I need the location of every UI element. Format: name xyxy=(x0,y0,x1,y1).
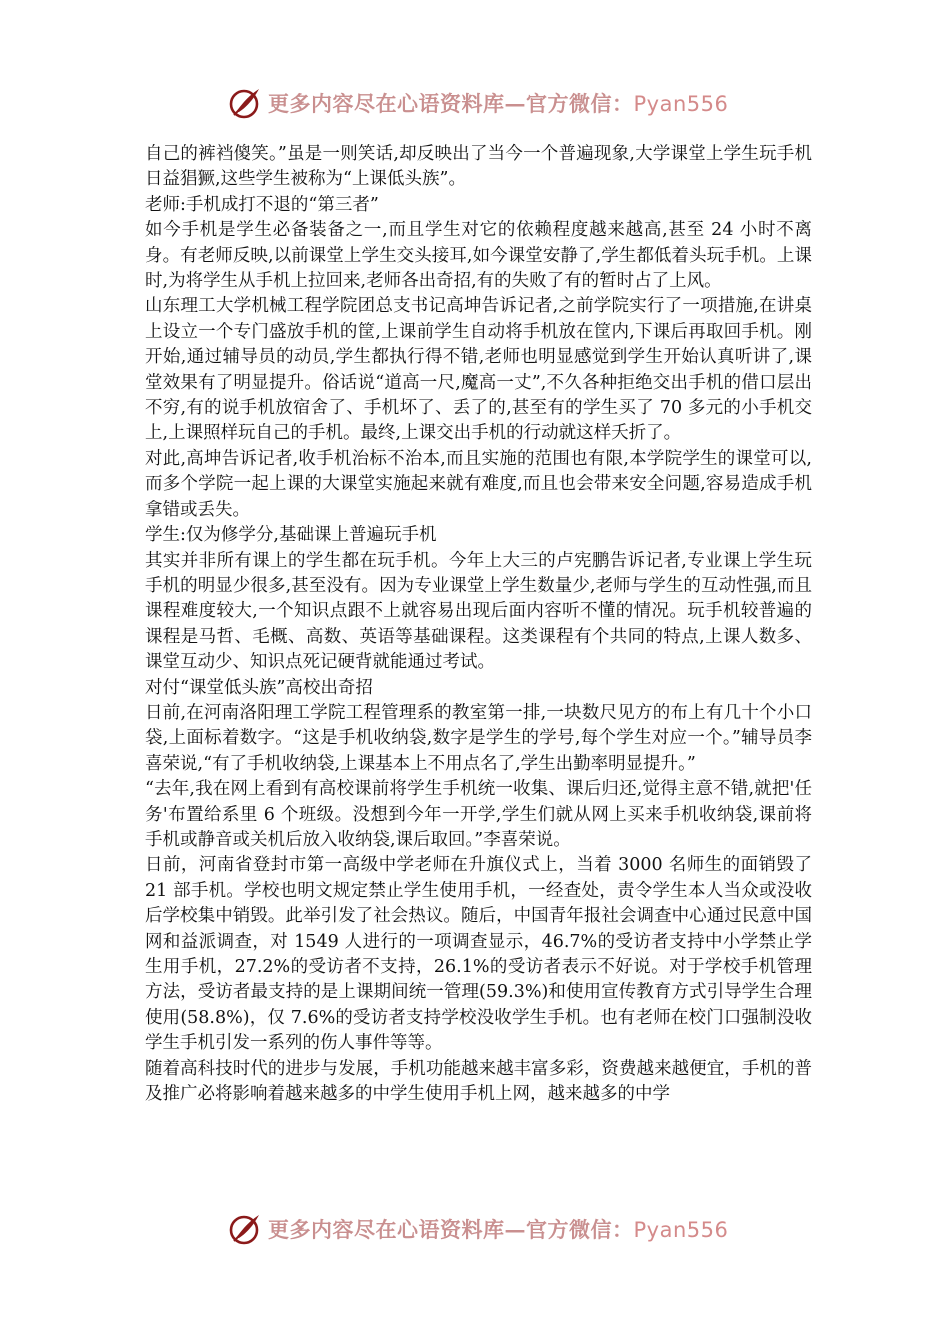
banner-text: 更多内容尽在心语资料库—官方微信：Pyan556 xyxy=(268,91,729,116)
section-heading: 学生:仅为修学分,基础课上普遍玩手机 xyxy=(145,525,437,546)
paragraph: “去年,我在网上看到有高校课前将学生手机统一收集、课后归还,觉得主意不错,就把'任务'布置给系里 6 个班级。没想到今年一开学,学生们就从网上买来手机收纳袋,课前将手机或静音或关机后放入收纳袋,课后取回。”李喜荣说。 xyxy=(145,779,812,850)
quill-logo-icon xyxy=(228,1212,262,1246)
section-heading: 老师:手机成打不退的“第三者” xyxy=(145,194,379,215)
paragraph: 山东理工大学机械工程学院团总支书记高坤告诉记者,之前学院实行了一项措施,在讲桌上设立一个专门盛放手机的筐,上课前学生自动将手机放在筐内,下课后再取回手机。刚开始,通过辅导员的动员,学生都执行得不错,老师也明显感觉到学生开始认真听讲了,课堂效果有了明显提升。俗话说“道高一尺,魔高一丈”,不久各种拒绝交出手机的借口层出不穷,有的说手机放宿舍了、手机坏了、丢了的,甚至有的学生买了 70 多元的小手机交上,上课照样玩自己的手机。最终,上课交出手机的行动就这样夭折了。 xyxy=(145,296,812,444)
paragraph: 自己的裤裆傻笑。”虽是一则笑话,却反映出了当今一个普遍现象,大学课堂上学生玩手机日益猖獗,这些学生被称为“上课低头族”。 xyxy=(145,144,812,190)
quill-logo-icon xyxy=(228,86,262,120)
paragraph: 随着高科技时代的进步与发展，手机功能越来越丰富多彩，资费越来越便宜，手机的普及推广必将影响着越来越多的中学生使用手机上网，越来越多的中学 xyxy=(145,1058,812,1105)
section-heading: 对付“课堂低头族”高校出奇招 xyxy=(145,677,373,698)
wechat-handle: Pyan556 xyxy=(633,92,729,116)
header-banner xyxy=(228,85,728,121)
banner-text: 更多内容尽在心语资料库—官方微信：Pyan556 xyxy=(268,1217,729,1242)
paragraph: 如今手机是学生必备装备之一,而且学生对它的依赖程度越来越高,甚至 24 小时不离身。有老师反映,以前课堂上学生交头接耳,如今课堂安静了,学生都低着头玩手机。上课时,为将学生从手机上拉回来,老师各出奇招,有的失败了有的暂时占了上风。 xyxy=(145,220,812,292)
paragraph: 日前,在河南洛阳理工学院工程管理系的教室第一排,一块数尺见方的布上有几十个小口袋,上面标着数字。“这是手机收纳袋,数字是学生的学号,每个学生对应一个。”辅导员李喜荣说,“有了手机收纳袋,上课基本上不用点名了,学生出勤率明显提升。” xyxy=(145,702,812,774)
paragraph: 对此,高坤告诉记者,收手机治标不治本,而且实施的范围也有限,本学院学生的课堂可以,而多个学院一起上课的大课堂实施起来就有难度,而且也会带来安全问题,容易造成手机拿错或丢失。 xyxy=(145,448,812,520)
paragraph: 日前，河南省登封市第一高级中学老师在升旗仪式上，当着 3000 名师生的面销毁了 21 部手机。学校也明文规定禁止学生使用手机，一经查处，责令学生本人当众或没收后学校集中销毁。此举引发了社会热议。随后，中国青年报社会调查中心通过民意中国网和益派调查，对 1549 人进行的一项调查显示，46.7%的受访者支持中小学禁止学生用手机，27.2%的受访者不支持，26.1%的受访者表示不好说。对于学校手机管理方法，受访者最支持的是上课期间统一管理(59.3%)和使用宣传教育方式引导学生合理使用(58.8%)，仅 7.6%的受访者支持学校没收学生手机。也有老师在校门口强制没收学生手机引发一系列的伤人事件等等。 xyxy=(145,855,812,1054)
paragraph: 其实并非所有课上的学生都在玩手机。今年上大三的卢宪鹏告诉记者,专业课上学生玩手机的明显少很多,甚至没有。因为专业课堂上学生数量少,老师与学生的互动性强,而且课程难度较大,一个知识点跟不上就容易出现后面内容听不懂的情况。玩手机较普遍的课程是马哲、毛概、高数、英语等基础课程。这类课程有个共同的特点,上课人数多、课堂互动少、知识点死记硬背就能通过考试。 xyxy=(145,550,812,673)
article-body xyxy=(145,142,812,1107)
wechat-handle: Pyan556 xyxy=(633,1218,729,1242)
footer-banner xyxy=(228,1211,728,1247)
